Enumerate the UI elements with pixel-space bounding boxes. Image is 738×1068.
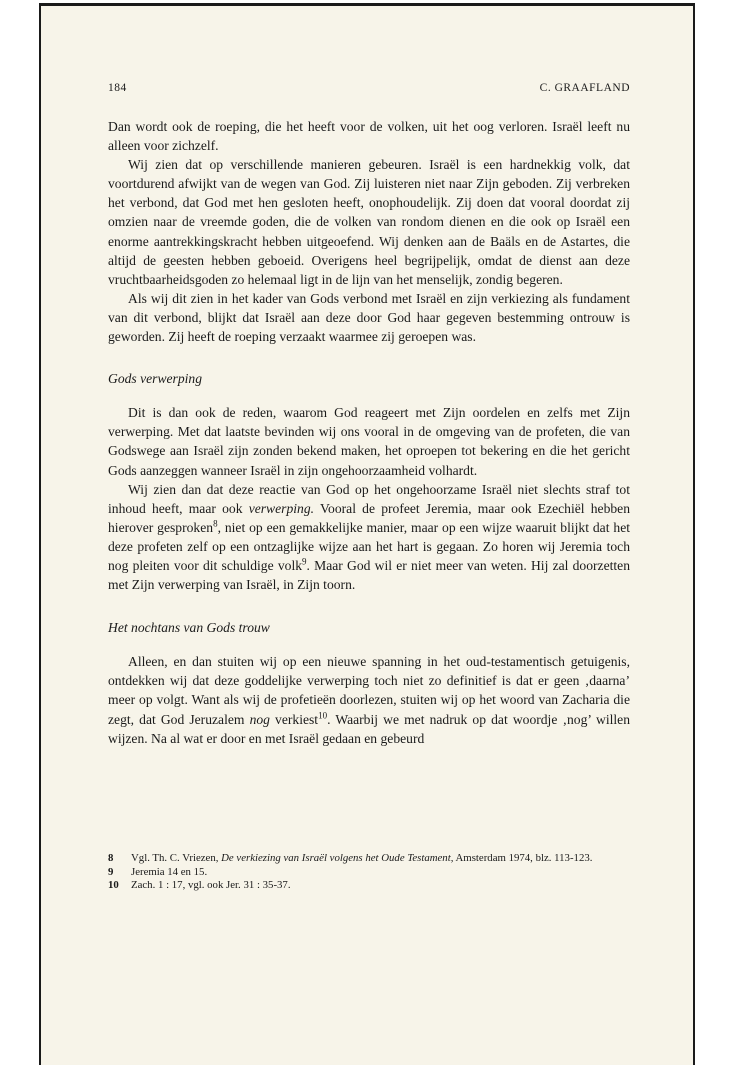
footnote-number: 9: [108, 865, 114, 878]
running-author: C. GRAAFLAND: [539, 82, 630, 94]
footnote-ref: 8: [213, 518, 218, 529]
footnote: [108, 866, 630, 880]
footnote-text: [131, 852, 630, 866]
section-heading: Het nochtans van Gods trouw: [108, 620, 270, 636]
footnote: [108, 879, 630, 893]
paragraph: Wij zien dat op verschillende manieren gebeuren. Israël is een hardnekkig volk, dat voortdurend afwijkt van de wegen van God. Zij luisteren niet naar Zijn geboden. Zij verbreken het verbond, dat God met hen gesloten heeft, onophoudelijk. Zij doen dat vooral doordat zij omzien naar de vreemde goden, die de volken van rondom dienen en die ook op Israël een enorme aantrekkingskracht hebben uitgeoefend. Wij denken aan de Baäls en de Astartes, die altijd de geesten hebben geboeid. Overigens heel begrijpelijk, omdat de dienst aan deze vruchtbaarheidsgoden zo helemaal ligt in de lijn van het menselijk, zondig begeren.: [108, 157, 630, 287]
emphasis: nog: [249, 711, 270, 727]
footnote: [108, 852, 630, 866]
footnote-number: 10: [108, 879, 119, 891]
footnotes: [108, 852, 630, 893]
text-run: Wij zien dan dat deze reactie van God op het ongehoorzame Israël niet slechts straf tot inhoud heeft, maar ook: [108, 481, 630, 516]
footnote-ref: 9: [302, 556, 307, 567]
footnote-ref: 10: [318, 710, 328, 720]
paragraph: [108, 652, 630, 747]
emphasis: verwerping.: [248, 500, 315, 516]
text-run: verkiest: [269, 711, 319, 727]
footnote-text: Zach. 1 : 17, vgl. ook Jer. 31 : 35-37.: [131, 879, 291, 891]
text-run: Vgl. Th. C. Vriezen,: [131, 852, 222, 864]
paragraph: Dan wordt ook de roeping, die het heeft voor de volken, uit het oog verloren. Israël leeft nu alleen voor zichzelf.: [108, 119, 630, 154]
paragraph: Als wij dit zien in het kader van Gods verbond met Israël en zijn verkiezing als fundament van dit verbond, blijkt dat Israël aan deze door God haar gegeven bestemming ontrouw is geworden. Zij heeft de roeping verzaakt waarmee zij geroepen was.: [108, 290, 630, 345]
body-text: [108, 117, 630, 748]
text-run: . Maar God wil er niet meer van weten. Hij zal doorzetten met Zijn verwerping van Israël, in Zijn toorn.: [108, 557, 630, 593]
emphasis: De verkiezing van Israël volgens het Oude Testament,: [221, 852, 454, 864]
footnote-text: Jeremia 14 en 15.: [131, 865, 208, 878]
page-number: 184: [108, 82, 127, 94]
paragraph: Dit is dan ook de reden, waarom God reageert met Zijn oordelen en zelfs met Zijn verwerping. Met dat laatste bevinden wij ons vooral in de omgeving van de profeten, die van Godswege aan Israël zijn zonden bekend maken, het oproepen tot bekering en die het gericht Gods aanzeggen wanneer Israël in zijn ongehoorzaamheid volhardt.: [108, 405, 630, 478]
running-header: [108, 82, 630, 94]
text-run: Vooral de profeet Jeremia, maar ook Ezechiël hebben hierover gesproken: [108, 500, 630, 535]
section-heading: Gods verwerping: [108, 371, 203, 387]
paragraph: [108, 480, 630, 595]
footnote-number: 8: [108, 852, 114, 864]
text-run: Alleen, en dan stuiten wij op een nieuwe spanning in het oud-testamentisch getuigenis, ontdekken wij dat deze goddelijke verwerping toch niet zo definitief is dat er geen ‚daarna’ meer op volgt. Want als wij de profetieën doorlezen, stuiten wij op het woord van Zacharia die zegt, dat God Jeruzalem: [108, 654, 630, 727]
text-run: . Waarbij we met nadruk op dat woordje ‚nog’ willen wijzen. Na al wat er door en met Israël gedaan en gebeurd: [108, 711, 630, 746]
text-run: , niet op een gemakkelijke manier, maar op een wijze waaruit blijkt dat het deze profeten zelf op een ontzaglijke wijze aan het hart is gegaan. Zo horen wij Jeremia toch nog pleiten voor dit schuldige volk: [108, 519, 630, 573]
text-run: Amsterdam 1974, blz. 113-123.: [453, 852, 593, 864]
